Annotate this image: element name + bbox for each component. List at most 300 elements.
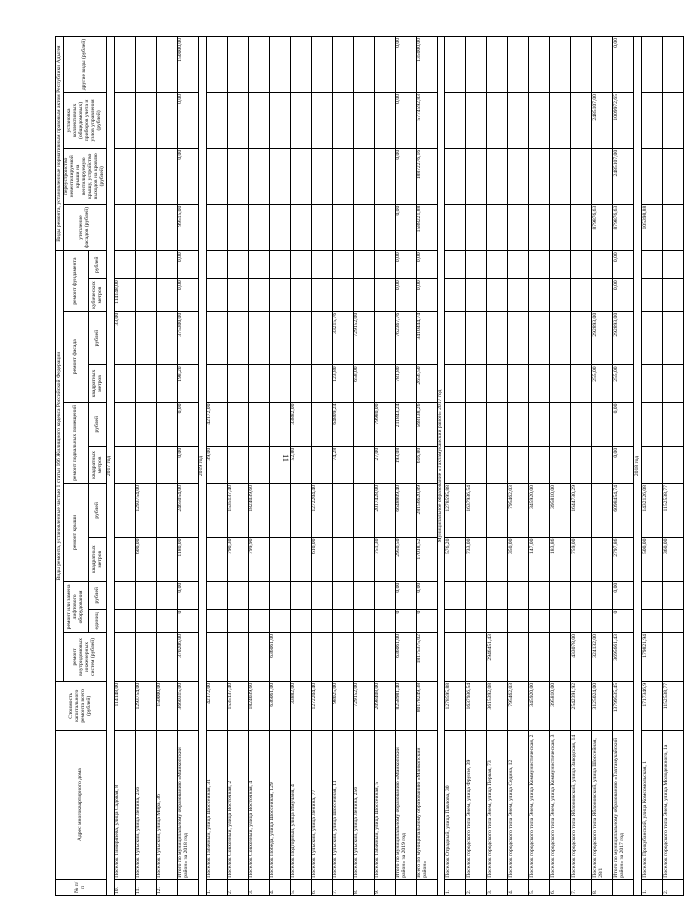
row-cell	[487, 402, 508, 446]
repair-program-table	[55, 36, 684, 896]
row-cell	[156, 311, 177, 365]
row-cell: 1009972,65	[613, 93, 634, 149]
row-cell	[466, 93, 487, 149]
row-cell	[227, 37, 248, 93]
row-cell: 33,00	[114, 311, 135, 365]
row-cell: 345920,00	[529, 484, 550, 538]
row-cell	[571, 609, 592, 632]
row-cell	[227, 581, 248, 609]
row-address: Итого по муниципальному образованию «Майкопский район» за 2018 год	[177, 730, 198, 879]
row-cell	[374, 279, 395, 312]
row-cell	[571, 204, 592, 251]
row-address: Поселок Табачный, улица Шоссейная, 5	[374, 730, 395, 879]
row-cell	[227, 633, 248, 682]
row-cell	[374, 148, 395, 204]
row-cell: 762367,76	[395, 311, 416, 365]
meters-header: установка коллективных (общедомовых) приборов учета и узлов управления (рублей)	[63, 93, 106, 149]
row-cell	[206, 93, 227, 149]
row-number: 5.	[290, 879, 311, 895]
row-cell	[508, 204, 529, 251]
row-number: 9.	[374, 879, 395, 895]
row-cell: 0	[395, 609, 416, 632]
row-cell	[571, 446, 592, 483]
row-cell	[156, 581, 177, 609]
row-cell	[663, 251, 684, 279]
row-cell	[269, 93, 290, 149]
row-cell: 0	[177, 609, 198, 632]
row-cell: 0	[613, 609, 634, 632]
row-cell	[529, 633, 550, 682]
row-cell	[529, 365, 550, 402]
table-row	[248, 37, 269, 896]
row-cell	[642, 37, 663, 93]
row-cell	[550, 402, 571, 446]
row-cell	[353, 402, 374, 446]
row-cell: 147,00	[529, 537, 550, 581]
row-cell	[156, 148, 177, 204]
row-number: 5.	[529, 879, 550, 895]
row-cost: 33882,00	[290, 681, 311, 730]
table-row	[311, 37, 332, 896]
row-cell	[508, 148, 529, 204]
row-cell	[114, 204, 135, 251]
row-cost: 1278595,88	[445, 681, 466, 730]
row-cell	[353, 279, 374, 312]
row-number: 4.	[508, 879, 529, 895]
row-cell	[445, 311, 466, 365]
row-cell	[445, 365, 466, 402]
row-cell	[487, 311, 508, 365]
row-number	[613, 879, 634, 895]
row-cell	[135, 311, 156, 365]
row-cell	[353, 204, 374, 251]
row-cell	[114, 402, 135, 446]
row-number: 3.	[248, 879, 269, 895]
col-num-header: № п/п	[56, 879, 107, 895]
row-cell	[206, 204, 227, 251]
row-cell	[332, 37, 353, 93]
row-cell: 1272204,40	[311, 484, 332, 538]
row-cell	[290, 581, 311, 609]
row-address: Поселок Табачный, улица Шоссейная, 31	[206, 730, 227, 879]
row-cell	[206, 537, 227, 581]
row-cell	[248, 581, 269, 609]
row-cell	[466, 251, 487, 279]
row-cell	[663, 581, 684, 609]
row-cell	[571, 148, 592, 204]
row-cell	[529, 446, 550, 483]
table-row	[114, 37, 135, 896]
row-cost: 1293754,00	[135, 681, 156, 730]
row-cell	[248, 402, 269, 446]
table-body	[106, 37, 683, 896]
row-cell: 33882,00	[290, 402, 311, 446]
row-cell	[445, 581, 466, 609]
row-cell	[663, 311, 684, 365]
row-cell	[571, 402, 592, 446]
row-cell: 64809,24	[332, 402, 353, 446]
row-cell	[269, 204, 290, 251]
foundation-header: ремонт фундамента	[63, 251, 88, 312]
row-cell: 360,00	[663, 537, 684, 581]
row-number: 12.	[156, 879, 177, 895]
row-cell: 1432126,08	[642, 484, 663, 538]
row-cell	[290, 311, 311, 365]
row-number	[177, 879, 198, 895]
row-cell	[248, 311, 269, 365]
row-cell	[466, 279, 487, 312]
row-cell	[353, 537, 374, 581]
row-cell	[290, 93, 311, 149]
row-cell: 2465054,00	[177, 484, 198, 538]
row-cell	[571, 37, 592, 93]
table-row	[135, 37, 156, 896]
row-cell: 576,20	[445, 537, 466, 581]
row-cell	[290, 37, 311, 93]
table-row	[353, 37, 374, 896]
row-cell: 2950,50	[395, 537, 416, 581]
col-address-header: Адрес многоквартирного дома	[56, 730, 107, 879]
row-cell	[550, 311, 571, 365]
row-number	[416, 879, 437, 895]
row-cell	[332, 148, 353, 204]
row-cell	[466, 402, 487, 446]
row-cell	[663, 365, 684, 402]
row-cell	[571, 251, 592, 279]
row-cell	[529, 37, 550, 93]
row-cell: 1278595,88	[445, 484, 466, 538]
row-cell	[663, 37, 684, 93]
row-cell	[248, 37, 269, 93]
row-cell	[156, 279, 177, 312]
row-number: 8.	[592, 879, 613, 895]
row-cell	[445, 37, 466, 93]
row-address: Поселок Подгорный, улица Имучаня, 4	[290, 730, 311, 879]
row-cell: 52,80	[290, 446, 311, 483]
engineering-header: ремонт внутридомовых инженерных систем (рублей)	[63, 633, 106, 682]
row-cell	[508, 633, 529, 682]
row-cell	[445, 251, 466, 279]
row-cell	[550, 148, 571, 204]
row-cell: 759,00	[571, 537, 592, 581]
row-cell	[508, 279, 529, 312]
row-cell	[592, 581, 613, 609]
row-cost: 8258981,40	[395, 681, 416, 730]
row-cell	[332, 93, 353, 149]
row-cost: 1535137,40	[227, 681, 248, 730]
warming-header: утепление фасадов (рублей)	[63, 204, 106, 251]
section-title: 2018 год	[634, 37, 642, 896]
row-cell: 255,00	[613, 365, 634, 402]
row-address: Поселок городского типа Энем, улица Фрунзе, 39	[466, 730, 487, 879]
row-cell: 2485107,00	[613, 148, 634, 204]
row-cell	[353, 581, 374, 609]
row-cell	[642, 148, 663, 204]
row-cell: 3410444,74	[416, 311, 437, 365]
row-cell	[508, 581, 529, 609]
row-cell: 114148,00	[114, 279, 135, 312]
row-cell	[227, 365, 248, 402]
table-row	[466, 37, 487, 896]
row-cell	[571, 279, 592, 312]
row-cell	[269, 484, 290, 538]
section-title: Муниципальное образование «Тахтамукайский район» 2017 год	[437, 37, 445, 896]
row-cell: 0	[416, 609, 437, 632]
row-cell	[311, 311, 332, 365]
row-cell	[353, 633, 374, 682]
row-cell	[114, 37, 135, 93]
row-cell: 123,80	[332, 365, 353, 402]
row-cell	[269, 581, 290, 609]
row-number: 11.	[135, 879, 156, 895]
row-cell	[248, 446, 269, 483]
row-cell	[206, 484, 227, 538]
row-cell	[311, 148, 332, 204]
row-cell: 0,00	[177, 93, 198, 149]
row-cell	[248, 93, 269, 149]
row-cell: 99515,00	[177, 204, 198, 251]
row-cell: 879876,63	[613, 204, 634, 251]
row-cell: 610,00	[311, 537, 332, 581]
row-cell: 2485107,00	[592, 93, 613, 149]
row-cell	[571, 93, 592, 149]
row-cell: 1637936,54	[466, 484, 487, 538]
row-cell	[114, 609, 135, 632]
row-cell	[290, 279, 311, 312]
row-cell	[445, 148, 466, 204]
row-cell	[592, 609, 613, 632]
row-cell	[508, 365, 529, 402]
facade-sqm-header: квадратных метров	[89, 365, 107, 402]
row-cell	[487, 148, 508, 204]
row-address: Поселок городского типа Яблоновский, улица Заводская, 14	[571, 730, 592, 879]
row-cell	[445, 93, 466, 149]
row-cell	[353, 609, 374, 632]
table-row	[642, 37, 663, 896]
row-cell	[550, 633, 571, 682]
row-cell	[550, 365, 571, 402]
row-cell	[466, 446, 487, 483]
row-address: Всего по муниципальному образованию «Майкопский район»	[416, 730, 437, 879]
foundation-rubles-header: рублей	[89, 251, 107, 279]
row-cell: 198,20	[177, 365, 198, 402]
row-number: 1.	[445, 879, 466, 895]
row-cost: 114148,00	[114, 681, 135, 730]
row-cell	[663, 402, 684, 446]
other-header: другие виды (рублей)	[63, 37, 106, 93]
row-cell: 193,08	[395, 446, 416, 483]
row-cell: 616,80	[416, 446, 437, 483]
row-cell	[269, 609, 290, 632]
row-cell	[508, 402, 529, 446]
row-cell: 0,00	[613, 446, 634, 483]
row-cell: 1644730,29	[571, 484, 592, 538]
row-cell	[592, 446, 613, 483]
row-cell	[487, 204, 508, 251]
row-address: Поселок Совхозный, улица Восточная, 4	[248, 730, 269, 879]
row-cell: 0,00	[613, 402, 634, 446]
row-cell	[642, 365, 663, 402]
row-cell	[290, 365, 311, 402]
group-jk-header: Виды ремонта, установленные частью 1 статьи 166 Жилищного кодекса Российской Федерации	[56, 251, 64, 682]
row-cell	[248, 251, 269, 279]
table-row	[508, 37, 529, 896]
row-cell	[508, 251, 529, 279]
row-cell	[248, 365, 269, 402]
row-number: 2.	[466, 879, 487, 895]
row-address: Поселок городского типа Энем, улица Молодежного, 1а	[663, 730, 684, 879]
row-cell: 0,00	[395, 204, 416, 251]
row-cell	[642, 93, 663, 149]
row-cell	[374, 633, 395, 682]
table-row	[206, 37, 227, 896]
row-cell	[445, 446, 466, 483]
row-address: Поселок Тульский, улица Ленина, 77	[311, 730, 332, 879]
row-cell	[445, 402, 466, 446]
row-cell: 183,86	[550, 537, 571, 581]
row-cost: 795462,03	[508, 681, 529, 730]
row-cell	[487, 537, 508, 581]
row-cost: 2542391,92	[571, 681, 592, 730]
row-cell: 292893,00	[613, 311, 634, 365]
row-cell	[592, 251, 613, 279]
row-cost: 1637936,54	[466, 681, 487, 730]
row-cell	[374, 609, 395, 632]
row-address: Поселок городского типа Энем, улица Коммунистическая, 2	[529, 730, 550, 879]
row-cell: 799,90	[248, 537, 269, 581]
section-row	[106, 37, 114, 896]
row-cell	[332, 537, 353, 581]
row-cell: 350,00	[508, 537, 529, 581]
row-cell	[156, 204, 177, 251]
section-row	[198, 37, 206, 896]
row-address: Поселок Совхозный, улица Восточная, 2	[227, 730, 248, 879]
row-cell	[332, 204, 353, 251]
table-row	[332, 37, 353, 896]
row-cell: 179821,94	[642, 633, 663, 682]
row-cell	[227, 609, 248, 632]
row-cell	[311, 633, 332, 682]
page-number: 11	[281, 454, 290, 462]
row-cell	[114, 93, 135, 149]
row-cell	[135, 37, 156, 93]
row-cell	[642, 446, 663, 483]
row-cost: 98025,00	[332, 681, 353, 730]
row-cell	[135, 446, 156, 483]
row-cell	[156, 446, 177, 483]
row-cell	[466, 581, 487, 609]
row-cell	[206, 633, 227, 682]
row-cell	[663, 148, 684, 204]
row-cell	[571, 311, 592, 365]
row-cell	[227, 251, 248, 279]
row-cost: 3125024,00	[592, 681, 613, 730]
row-cell: 395810,00	[550, 484, 571, 538]
row-address: Поселок городского типа Яблоновский, улица Шоссейная, 28/1	[592, 730, 613, 879]
row-cell	[206, 251, 227, 279]
row-cost: 42172,00	[206, 681, 227, 730]
row-cell	[156, 609, 177, 632]
col-cost-header: Стоимость капитального ремонта всего (рублей)	[56, 681, 107, 730]
row-cell: 105398,88	[642, 204, 663, 251]
row-cell: 751,30	[374, 537, 395, 581]
row-cell: 0,00	[613, 37, 634, 93]
table-row	[290, 37, 311, 896]
row-cost: 636061,00	[269, 681, 290, 730]
row-cell	[311, 365, 332, 402]
row-cell	[206, 365, 227, 402]
row-cell	[311, 279, 332, 312]
row-cell: 5774592,83	[416, 93, 437, 149]
row-cell	[248, 633, 269, 682]
table-row	[592, 37, 613, 896]
row-cell: 733,00	[466, 537, 487, 581]
row-cell	[135, 251, 156, 279]
row-cell	[156, 402, 177, 446]
row-cell	[508, 609, 529, 632]
row-cell	[487, 581, 508, 609]
row-cell: 0,00	[613, 251, 634, 279]
row-cell	[114, 365, 135, 402]
row-cell	[663, 633, 684, 682]
row-cell	[592, 402, 613, 446]
row-cell	[374, 93, 395, 149]
table-row	[156, 37, 177, 896]
row-cell	[311, 37, 332, 93]
row-cell: 2946451,43	[487, 633, 508, 682]
row-cell	[642, 279, 663, 312]
row-cell: 33215,76	[332, 311, 353, 365]
row-cell	[135, 279, 156, 312]
group-ra-header: Виды ремонта, установленные нормативным правовым актом Республики Адыгея	[56, 37, 64, 251]
row-cell: 292893,00	[592, 311, 613, 365]
row-cell	[592, 148, 613, 204]
elevator-units-header: единиц	[89, 609, 107, 632]
row-cell	[269, 537, 290, 581]
row-cell	[206, 37, 227, 93]
row-cell	[311, 251, 332, 279]
row-cell	[374, 204, 395, 251]
row-number: 3.	[487, 879, 508, 895]
row-cell	[248, 279, 269, 312]
row-address: Поселок Тульский, улица Ленина, 25б	[353, 730, 374, 879]
row-cell: 6098454,74	[613, 484, 634, 538]
row-cell	[206, 148, 227, 204]
row-cell	[311, 446, 332, 483]
row-cell: 790,30	[227, 537, 248, 581]
row-cell	[227, 93, 248, 149]
row-cell	[642, 251, 663, 279]
row-cell	[156, 537, 177, 581]
row-cell: 3695661,43	[613, 633, 634, 682]
row-cell	[114, 633, 135, 682]
roof-sqm-header: квадратных метров	[89, 537, 107, 581]
row-cell	[332, 279, 353, 312]
row-address: Поселок Тимирязева, улица Садовая, 8	[114, 730, 135, 879]
row-cell	[642, 402, 663, 446]
facade-rubles-header: рублей	[89, 311, 107, 365]
row-cell	[311, 204, 332, 251]
row-cell	[592, 484, 613, 538]
row-cell: 636061,00	[269, 633, 290, 682]
row-cell	[156, 365, 177, 402]
row-cell	[290, 633, 311, 682]
row-cell	[550, 446, 571, 483]
row-cell	[550, 609, 571, 632]
row-cost: 1152538,77	[663, 681, 684, 730]
row-cell	[135, 93, 156, 149]
row-cost: 150000,00	[156, 681, 177, 730]
